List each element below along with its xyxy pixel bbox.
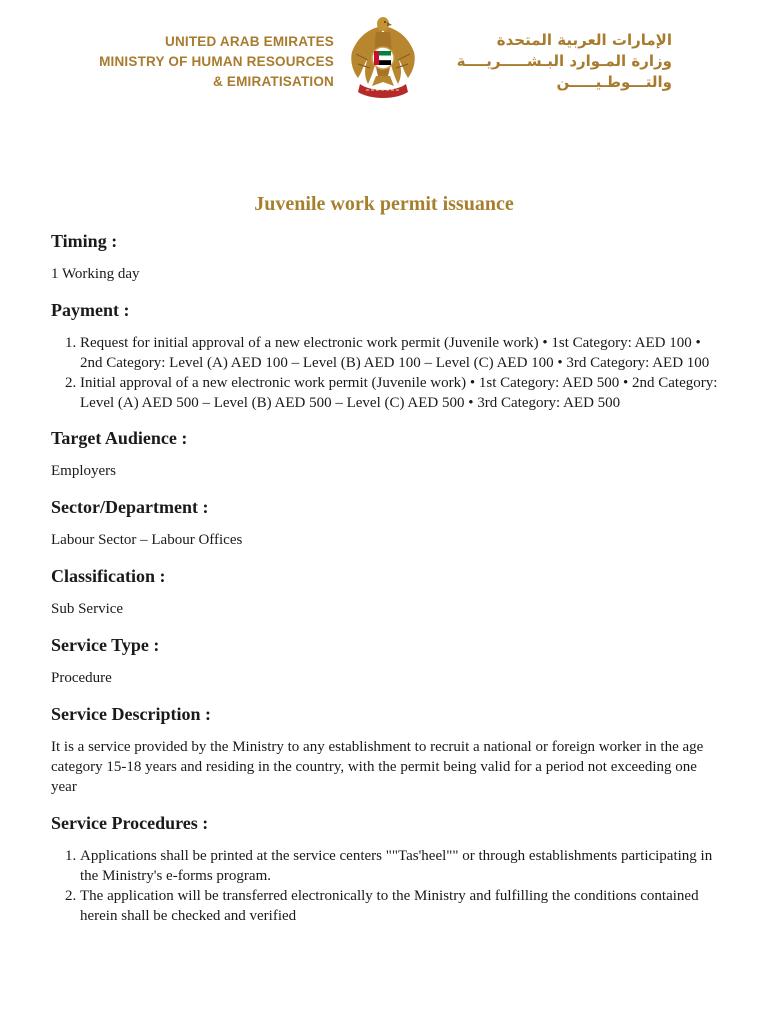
service-type-value: Procedure [51,670,112,686]
payment-item: 2. Initial approval of a new electronic work permit (Juvenile work) • 1st Category: AED 500 • 2nd Category: Level (A) AED 500 – Level (B) AED 500 – Level (C) AED 500 • 3rd Category: AED 500 [80,373,721,413]
payment-heading: Payment : [51,300,130,320]
uae-emblem-icon [346,14,420,102]
letterhead [0,14,768,104]
timing-heading: Timing : [51,231,118,251]
payment-item: 1. Request for initial approval of a new electronic work permit (Juvenile work) • 1st Category: AED 100 • 2nd Category: Level (A) AED 100 – Level (B) AED 100 – Level (C) AED 100 • 3rd Category: AED 100 [80,333,721,373]
arabic-line-3: والتـــوطـيـــــن [556,73,672,91]
service-description-heading: Service Description : [51,704,211,724]
english-line-2: MINISTRY OF HUMAN RESOURCES [99,54,334,69]
arabic-line-2: وزارة المـوارد البـشـــــريــــة [456,52,672,70]
payment-list [51,333,721,413]
sector-heading: Sector/Department : [51,497,209,517]
arabic-line-1: الإمارات العربية المتحدة [496,31,672,49]
service-description-text: It is a service provided by the Ministry to any establishment to recruit a national or foreign worker in the age category 15-18 years and residing in the country, with the permit being valid for a period not exceeding one year [51,739,704,795]
english-line-1: UNITED ARAB EMIRATES [165,34,334,49]
service-procedures-heading: Service Procedures : [51,813,209,833]
classification-heading: Classification : [51,566,166,586]
procedure-item: 1. Applications shall be printed at the service centers ""Tas'heel"" or through establishments participating in the Ministry's e-forms program. [80,846,721,886]
service-type-heading: Service Type : [51,635,160,655]
classification-value: Sub Service [51,601,124,617]
procedures-list [51,846,721,926]
ministry-name-arabic [432,30,672,93]
sector-value: Labour Sector – Labour Offices [51,532,243,548]
target-audience-value: Employers [51,463,116,479]
document-title: Juvenile work permit issuance [254,193,514,215]
document-body [51,230,721,940]
timing-value: 1 Working day [51,266,140,282]
procedure-item: 2. The application will be transferred electronically to the Ministry and fulfilling the conditions contained herein shall be checked and verified [80,886,721,926]
target-audience-heading: Target Audience : [51,428,188,448]
ministry-name-english [99,32,334,92]
english-line-3: & EMIRATISATION [213,74,334,89]
